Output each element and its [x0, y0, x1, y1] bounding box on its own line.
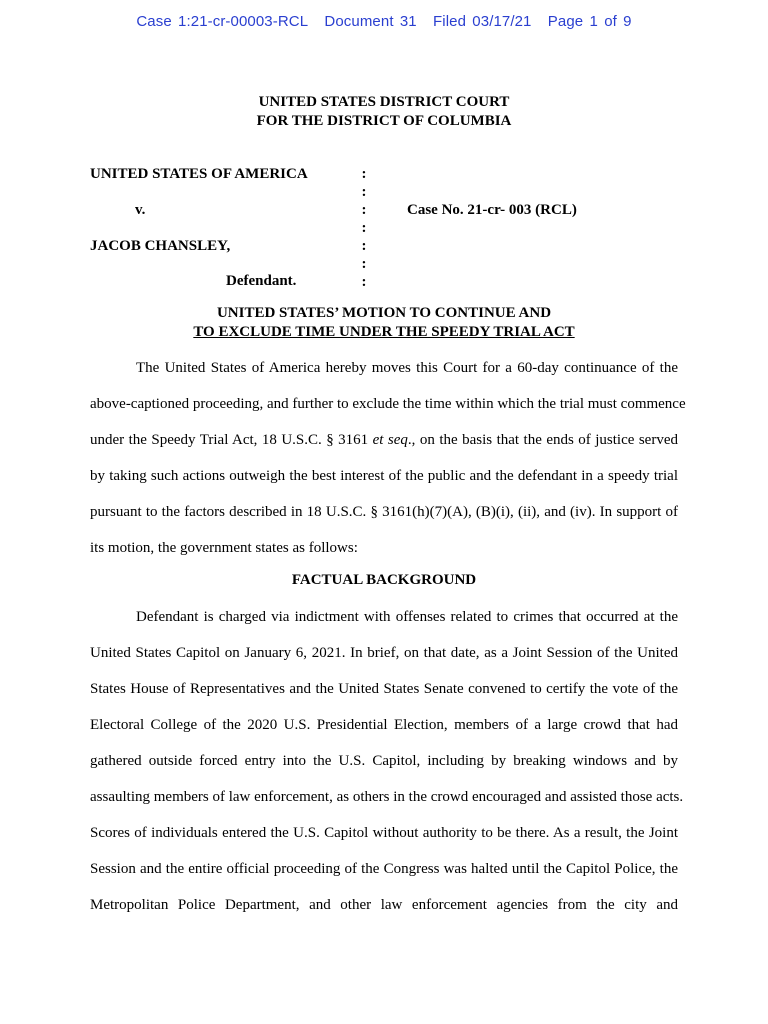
caption-plaintiff: UNITED STATES OF AMERICA	[90, 166, 308, 182]
text-line: its motion, the government states as follows:	[90, 540, 358, 556]
stamp-case-number: Case 1:21-cr-00003-RCL	[136, 13, 309, 30]
paragraph-motion-intro	[90, 350, 686, 566]
text-line: by taking such actions outweigh the best interest of the public and the defendant in a speedy trial	[90, 468, 678, 484]
motion-title-line2: TO EXCLUDE TIME UNDER THE SPEEDY TRIAL ACT	[193, 324, 575, 340]
text-line: Session and the entire official proceeding of the Congress was halted until the Capitol Police, the	[90, 861, 678, 877]
ecf-header-stamp	[0, 13, 768, 30]
text-line: Defendant is charged via indictment with offenses related to crimes that occurred at the	[136, 609, 678, 625]
court-name-line1: UNITED STATES DISTRICT COURT	[258, 94, 510, 110]
text-line: assaulting members of law enforcement, as others in the crowd encouraged and assisted those acts.	[90, 789, 684, 805]
paragraph-factual-background	[90, 599, 684, 923]
caption-defendant-name: JACOB CHANSLEY,	[90, 238, 231, 254]
motion-title	[0, 304, 768, 342]
text-line: Metropolitan Police Department, and other law enforcement agencies from the city and	[90, 897, 678, 913]
text-line: under the Speedy Trial Act, 18 U.S.C. § 3161 et seq., on the basis that the ends of justice served	[90, 432, 678, 448]
italic-et-seq: et seq	[372, 432, 408, 448]
text-line: above-captioned proceeding, and further to exclude the time within which the trial must commence	[90, 396, 686, 412]
court-name	[0, 93, 768, 131]
text-line: The United States of America hereby moves this Court for a 60-day continuance of the	[136, 360, 678, 376]
caption-versus: v.	[135, 202, 146, 218]
stamp-filed-date: Filed 03/17/21	[433, 13, 532, 30]
text-line: Scores of individuals entered the U.S. Capitol without authority to be there. As a result, the Joint	[90, 825, 678, 841]
stamp-page-number: Page 1 of 9	[547, 13, 632, 30]
text-line: Electoral College of the 2020 U.S. Presidential Election, members of a large crowd that had	[90, 717, 678, 733]
section-heading: FACTUAL BACKGROUND	[291, 572, 477, 588]
caption-case-number: Case No. 21-cr- 003 (RCL)	[407, 202, 577, 218]
court-name-line2: FOR THE DISTRICT OF COLUMBIA	[256, 113, 512, 129]
text-line: States House of Representatives and the United States Senate convened to certify the vote of the	[90, 681, 678, 697]
caption-colon-divider: : : : : : : :	[361, 166, 367, 290]
motion-title-line1: UNITED STATES’ MOTION TO CONTINUE AND	[216, 305, 552, 321]
text-line: United States Capitol on January 6, 2021. In brief, on that date, as a Joint Session of the United	[90, 645, 678, 661]
text-line: pursuant to the factors described in 18 U.S.C. § 3161(h)(7)(A), (B)(i), (ii), and (iv). In support of	[90, 504, 678, 520]
text-line: gathered outside forced entry into the U.S. Capitol, including by breaking windows and by	[90, 753, 678, 769]
stamp-document-number: Document 31	[324, 13, 417, 30]
caption-defendant-label: Defendant.	[226, 273, 297, 289]
